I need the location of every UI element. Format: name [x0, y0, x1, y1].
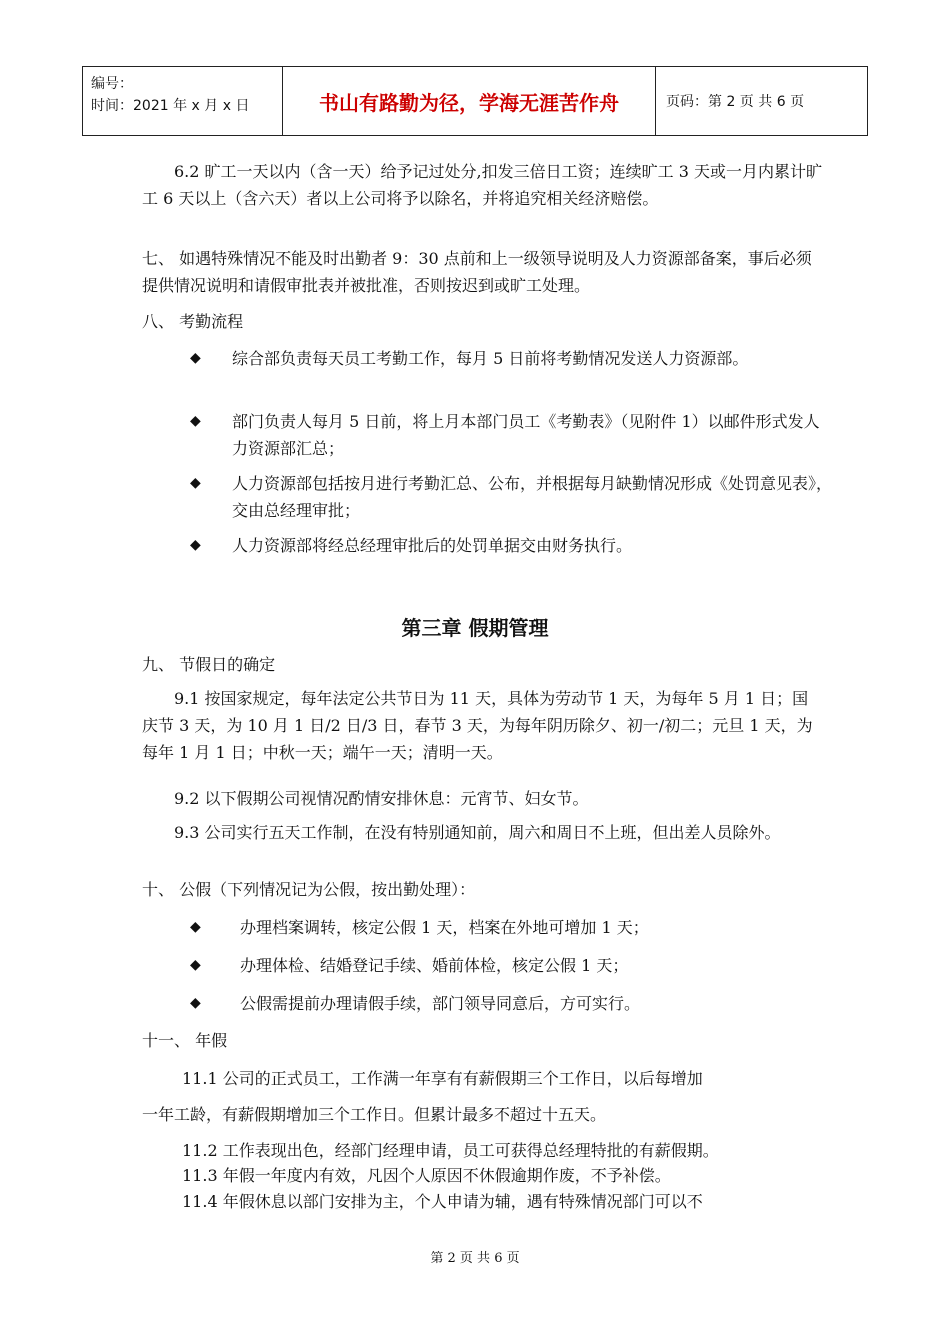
diamond-bullet-icon: ◆ [190, 475, 201, 491]
header-table [82, 66, 868, 136]
section-11-heading: 十一、 年假 [142, 1031, 228, 1050]
para-9-1: 9.1 按国家规定，每年法定公共节日为 11 天，具体为劳动节 1 天，为每年 5 月 1 日；国庆节 3 天，为 10 月 1 日/2 日/3 日，春节 3 天，为每年阴历除夕、初一/初二；元旦 1 天，为每年 1 月 1 日；中秋一天；端午一天；清明一天。 [142, 689, 813, 762]
section-9-heading: 九、 节假日的确定 [142, 655, 276, 674]
para-11-1-line2: 一年工龄，有薪假期增加三个工作日。但累计最多不超过十五天。 [142, 1105, 607, 1124]
chapter-title: 第三章 假期管理 [401, 616, 549, 640]
diamond-bullet-icon: ◆ [190, 537, 201, 553]
para-11-2: 11.2 工作表现出色，经部门经理申请，员工可获得总经理特批的有薪假期。 [182, 1141, 719, 1160]
diamond-bullet-icon: ◆ [190, 957, 201, 973]
diamond-bullet-icon: ◆ [190, 413, 201, 429]
page-footer: 第 2 页 共 6 页 [430, 1251, 520, 1266]
para-9-2: 9.2 以下假期公司视情况酌情安排休息：元宵节、妇女节。 [174, 789, 589, 808]
doc-number: 编号： [91, 76, 133, 92]
para-11-4: 11.4 年假休息以部门安排为主，个人申请为辅，遇有特殊情况部门可以不 [182, 1192, 703, 1211]
doc-time: 时间：2021 年 x 月 x 日 [91, 98, 250, 114]
header-motto: 书山有路勤为径，学海无涯苦作舟 [283, 67, 656, 135]
para-11-3: 11.3 年假一年度内有效，凡因个人原因不休假逾期作废，不予补偿。 [182, 1166, 671, 1185]
para-9-3: 9.3 公司实行五天工作制，在没有特别通知前，周六和周日不上班，但出差人员除外。 [174, 823, 781, 842]
para-11-1-line1: 11.1 公司的正式员工，工作满一年享有有薪假期三个工作日，以后每增加 [182, 1069, 703, 1088]
para-6-2: 6.2 旷工一天以内（含一天）给予记过处分,扣发三倍日工资；连续旷工 3 天或一月内累计旷工 6 天以上（含六天）者以上公司将予以除名，并将追究相关经济赔偿。 [142, 162, 822, 208]
section-10-heading: 十、 公假（下列情况记为公假，按出勤处理）： [142, 880, 476, 899]
diamond-bullet-icon: ◆ [190, 995, 201, 1011]
diamond-bullet-icon: ◆ [190, 350, 201, 366]
section-7: 七、 如遇特殊情况不能及时出勤者 9：30 点前和上一级领导说明及人力资源部备案，事后必须提供情况说明和请假审批表并被批准，否则按迟到或旷工处理。 [142, 249, 812, 295]
section-8-heading: 八、 考勤流程 [142, 312, 244, 331]
diamond-bullet-icon: ◆ [190, 919, 201, 935]
header-page: 页码：第 2 页 共 6 页 [666, 94, 805, 110]
header-meta [83, 67, 283, 135]
